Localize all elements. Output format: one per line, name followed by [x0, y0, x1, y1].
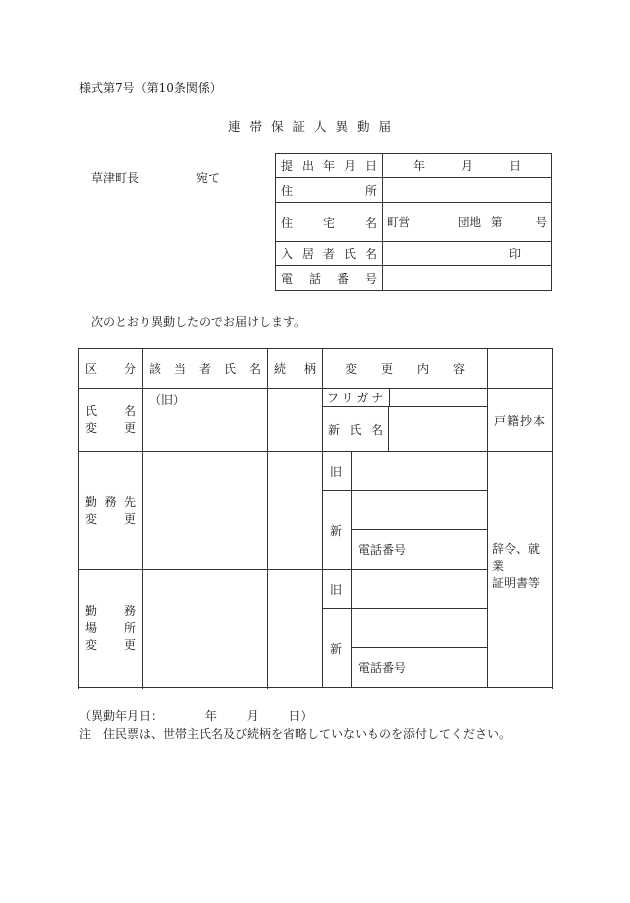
label-char: 住 [281, 183, 294, 198]
label-char: 更 [380, 362, 393, 376]
info-value-tenant[interactable] [383, 242, 552, 266]
label-char: 出 [301, 159, 314, 173]
notice-text: 次のとおり異動したのでお届けします。 [91, 315, 307, 329]
label-char: 住 [281, 215, 294, 230]
label-char: 勤 [85, 604, 98, 618]
label-workplace-change [85, 603, 136, 654]
label-char: 氏 [85, 404, 98, 418]
attachment-koseki: 戸籍抄本 [493, 413, 546, 428]
label-char: 更 [123, 638, 136, 652]
work-old-label [323, 452, 352, 491]
workplace-old-label [323, 570, 352, 609]
info-label-tenant-text [281, 245, 377, 262]
change-date-month: 月 [246, 709, 259, 723]
category-workplace-change [79, 570, 143, 688]
label-char: 該 [149, 362, 162, 376]
label-line [85, 603, 136, 620]
work-old-text: 旧 [330, 464, 343, 479]
change-date-line [79, 710, 313, 722]
workplace-old-value[interactable] [352, 570, 488, 609]
label-char: 勤 [85, 494, 98, 509]
label-char: 年 [322, 159, 335, 173]
work-attachment-line-1: 辞令、就業 [492, 542, 541, 573]
housing-unit: 号 [535, 215, 547, 229]
footnote: 注 住民票は、世帯主氏名及び続柄を省略していないものを添付してください。 [79, 727, 512, 741]
label-char: 更 [123, 421, 136, 435]
name-change-relation[interactable] [268, 389, 323, 452]
workplace-new-label [323, 609, 352, 688]
workplace-new-text: 新 [330, 641, 343, 656]
label-char: 電 [281, 271, 294, 286]
label-char: 変 [345, 362, 358, 376]
workplace-new-phone[interactable] [352, 648, 488, 688]
header-relation-text [274, 360, 316, 377]
label-char: 所 [123, 621, 136, 635]
work-change-person[interactable] [143, 452, 268, 570]
label-line [85, 620, 136, 637]
label-char: 変 [85, 421, 98, 435]
info-label-housing [276, 203, 383, 242]
label-name-change [85, 403, 136, 437]
work-old-value[interactable] [352, 452, 488, 491]
label-char: 場 [85, 621, 98, 635]
label-char: 内 [416, 362, 429, 376]
header-change-text [345, 360, 465, 377]
info-label-phone [276, 266, 383, 291]
header-relation [268, 349, 323, 389]
form-title: 連帯保証人異動届 [228, 119, 401, 134]
header-name-text [149, 360, 261, 377]
label-char: 当 [173, 362, 186, 376]
category-work-change [79, 452, 143, 570]
furigana-cell[interactable] [323, 389, 488, 407]
addressee-mayor: 草津町長 [91, 171, 140, 185]
label-line [85, 403, 136, 420]
label-char: 務 [123, 604, 136, 618]
label-line [85, 420, 136, 437]
work-new-value[interactable] [352, 491, 488, 530]
info-label-address-text [281, 182, 377, 199]
work-new-label [323, 491, 352, 570]
housing-no: 第 [491, 215, 503, 229]
info-label-date [276, 154, 383, 178]
info-value-date[interactable] [383, 154, 552, 178]
label-char: 番 [336, 271, 349, 286]
work-change-relation[interactable] [268, 452, 323, 570]
label-char: 先 [123, 494, 136, 509]
change-details-table [78, 348, 553, 688]
label-char: 名 [370, 422, 383, 437]
label-char: 名 [364, 247, 377, 261]
label-char: 名 [248, 362, 261, 376]
info-label-housing-text [281, 214, 377, 231]
label-char: 氏 [349, 422, 362, 437]
label-char: 区 [85, 362, 98, 376]
housing-town: 町営 [387, 215, 410, 229]
housing-estate: 団地 [458, 215, 481, 229]
label-work-change [85, 494, 136, 528]
info-value-housing[interactable] [383, 203, 552, 242]
label-char: 氏 [343, 247, 356, 261]
label-char: 務 [104, 494, 117, 509]
label-char: 更 [123, 511, 136, 526]
header-category [79, 349, 143, 389]
name-change-person[interactable] [143, 389, 268, 452]
workplace-old-text: 旧 [330, 582, 343, 597]
work-phone-label: 電話番号 [358, 543, 407, 557]
label-line [85, 494, 136, 511]
label-char: 新 [328, 422, 341, 437]
label-char: 変 [85, 638, 98, 652]
change-date-day: 日） [288, 709, 313, 723]
label-line [85, 511, 136, 528]
workplace-change-person[interactable] [143, 570, 268, 688]
label-char: 名 [123, 404, 136, 418]
label-char: 日 [364, 159, 377, 173]
seal-mark: 印 [508, 247, 521, 261]
date-month: 月 [460, 159, 473, 173]
label-char: 提 [281, 159, 294, 173]
label-char: 柄 [303, 362, 316, 376]
header-attach [488, 349, 553, 389]
category-name-change [79, 389, 143, 452]
label-char: 所 [364, 183, 377, 198]
new-name-cell[interactable] [323, 407, 488, 452]
label-line [85, 637, 136, 654]
date-year: 年 [412, 159, 425, 173]
form-number: 様式第7号（第10条関係） [79, 81, 222, 95]
info-value-phone[interactable] [383, 266, 552, 291]
label-char: 容 [452, 362, 465, 376]
info-value-address[interactable] [383, 178, 552, 203]
name-change-attachment [488, 389, 553, 452]
applicant-info-table [275, 153, 552, 291]
work-attachment-line-2: 証明書等 [492, 576, 541, 590]
label-char: 変 [85, 511, 98, 526]
info-label-date-text [281, 157, 377, 174]
label-char: 分 [123, 362, 136, 376]
workplace-phone-label: 電話番号 [358, 661, 407, 675]
label-char: 続 [274, 362, 287, 376]
info-label-tenant [276, 242, 383, 266]
label-char: 名 [364, 215, 377, 230]
label-char: 者 [322, 247, 335, 261]
work-attachment [488, 452, 553, 688]
label-char: 居 [301, 247, 314, 261]
label-char: 月 [343, 159, 356, 173]
header-category-text [85, 360, 136, 377]
change-date-year: 年 [204, 709, 217, 723]
label-char: 話 [308, 271, 321, 286]
work-attachment-text [492, 541, 548, 592]
workplace-new-value[interactable] [352, 609, 488, 648]
info-label-phone-text [281, 270, 377, 287]
info-label-address [276, 178, 383, 203]
addressee-suffix: 宛て [196, 171, 221, 185]
label-char: 号 [364, 271, 377, 286]
header-name [143, 349, 268, 389]
old-name-mark: （旧） [149, 393, 186, 407]
work-new-phone[interactable] [352, 530, 488, 570]
workplace-change-relation[interactable] [268, 570, 323, 688]
furigana-label: フリガナ [327, 389, 390, 406]
work-new-text: 新 [330, 523, 343, 538]
new-name-label [328, 421, 383, 438]
header-change [323, 349, 488, 389]
label-char: 宅 [322, 215, 335, 230]
date-day: 日 [508, 159, 521, 173]
label-char: 氏 [223, 362, 236, 376]
label-char: 入 [281, 247, 294, 261]
change-date-prefix: （異動年月日： [79, 709, 164, 723]
label-char: 者 [198, 362, 211, 376]
